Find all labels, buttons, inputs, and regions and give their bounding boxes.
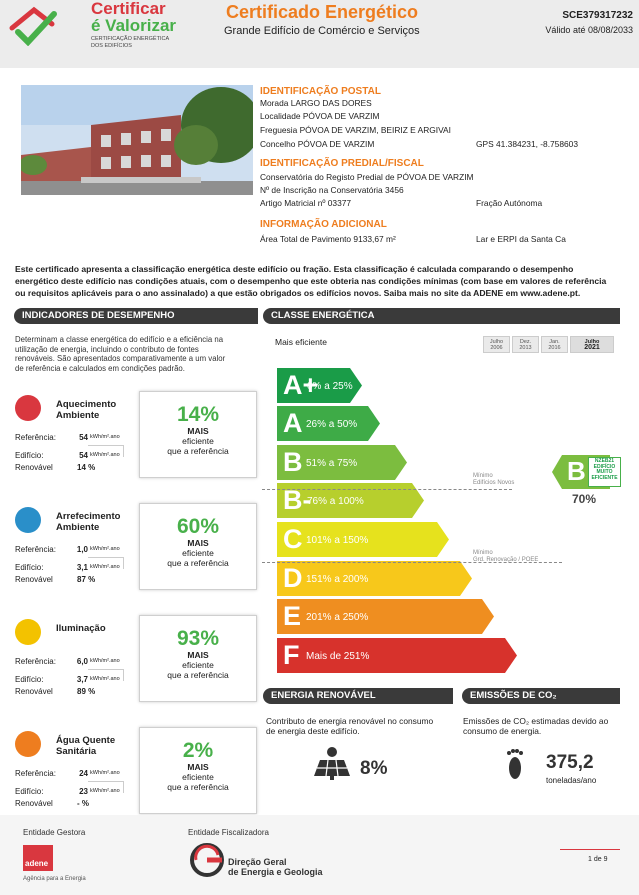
class-letter: C	[283, 524, 303, 554]
concelho: Concelho PÓVOA DE VARZIM	[260, 139, 375, 149]
unit-label: kWh/m².ano	[90, 452, 120, 458]
renov-label: Renovável	[15, 463, 53, 472]
nzeb-text: NZEB	[594, 458, 609, 464]
indicators-desc	[15, 335, 225, 373]
class-letter: A+	[283, 370, 319, 400]
regulation-tab	[541, 336, 568, 353]
mais-eficiente-label: Mais eficiente	[275, 337, 327, 347]
result-letter: B	[567, 456, 586, 486]
doc-subtitle: Grande Edifício de Comércio e Serviços	[224, 25, 420, 37]
renov-value: - %	[77, 799, 89, 808]
unit-label: kWh/m².ano	[90, 788, 120, 794]
nzeb-text: EDIFÍCIO	[593, 463, 616, 470]
indicator-pct-box	[139, 727, 257, 814]
nzeb-year: 21	[608, 458, 615, 464]
nzeb-text: EFICIENTE	[591, 474, 618, 481]
renovavel-value: 8%	[360, 758, 388, 779]
dgeg-line: de Energia e Geologia	[228, 867, 323, 877]
energy-class-arrow	[277, 368, 362, 403]
hot-water-icon	[15, 731, 41, 757]
dgeg-logo-icon	[190, 843, 224, 877]
ref-value: 1,0	[76, 545, 88, 554]
class-range: 51% a 75%	[306, 458, 358, 469]
energy-class-arrow	[277, 638, 517, 673]
gps: GPS 41.384231, -8.758603	[476, 139, 578, 149]
unit-label: kWh/m².ano	[90, 546, 120, 552]
classe-heading: CLASSE ENERGÉTICA	[263, 308, 620, 324]
emissoes-desc	[463, 716, 608, 736]
class-letter: E	[283, 601, 302, 631]
pct-ref: que a referência	[167, 782, 229, 792]
pct-value: 2%	[182, 739, 214, 762]
logo-text-1: Certificar	[91, 0, 166, 18]
renov-value: 87 %	[77, 575, 96, 584]
logo-sub-1: CERTIFICAÇÃO ENERGÉTICA	[91, 36, 170, 42]
pct-eficiente: eficiente	[182, 436, 214, 446]
desc-line: utilização de energia, incluindo o contributo de fontes	[15, 344, 199, 354]
desc-line: de referência e calculados em condições padrão.	[15, 363, 185, 373]
unit-label: kWh/m².ano	[90, 770, 120, 776]
nzeb-text: MUITO	[596, 469, 613, 476]
min-new-note	[473, 473, 514, 487]
intro-text	[15, 263, 606, 299]
header	[0, 0, 639, 68]
tab-line: 2006	[490, 345, 503, 351]
regulation-tab	[570, 336, 614, 353]
desc-line: Contributo de energia renovável no consumo	[266, 716, 434, 726]
dgeg-line: Direção Geral	[228, 857, 287, 867]
bracket	[88, 669, 124, 681]
ref-value: 54	[79, 433, 88, 442]
class-letter: B-	[283, 485, 312, 515]
unit-label: kWh/m².ano	[90, 676, 120, 682]
desc-line: Emissões de CO₂ estimadas devido ao	[463, 716, 609, 726]
page-number: 1 de 9	[588, 856, 608, 863]
class-range: 151% a 200%	[306, 574, 369, 585]
tab-line: Julho	[489, 339, 504, 345]
class-range: 76% a 100%	[307, 496, 364, 507]
energy-class-arrow	[277, 522, 449, 557]
artigo: Artigo Matricial nº 03377	[260, 198, 352, 208]
renov-value: 14 %	[77, 463, 96, 472]
edif-label: Edifício:	[15, 787, 44, 796]
pct-value: 14%	[176, 403, 220, 426]
ref-label: Referência:	[15, 545, 56, 554]
adene-logo-text: adene	[25, 859, 49, 868]
tab-line: Julho	[584, 339, 600, 345]
doc-title: Certificado Energético	[226, 2, 419, 22]
unit-label: kWh/m².ano	[90, 434, 120, 440]
localidade: Localidade PÓVOA DE VARZIM	[260, 111, 380, 121]
nzeb-badge	[588, 457, 621, 487]
energy-class-arrow	[277, 406, 380, 441]
fracao: Fração Autónoma	[476, 198, 543, 208]
logo-text-2: é Valorizar	[91, 16, 177, 35]
pct-mais: MAIS	[187, 538, 209, 548]
desc-line: renováveis. São apresentados comparativamente a um valor	[15, 354, 226, 364]
emissoes-unit: toneladas/ano	[546, 776, 597, 785]
renovavel-desc	[266, 716, 433, 736]
cooling-icon	[15, 507, 41, 533]
footprint-icon	[504, 748, 526, 784]
renov-value: 89 %	[77, 687, 96, 696]
class-letter: F	[283, 640, 300, 670]
logo-sub-2: DOS EDIFÍCIOS	[91, 43, 132, 49]
class-letter: A	[283, 408, 303, 438]
note-line: Mínimo	[473, 550, 493, 556]
ref-label: Referência:	[15, 769, 56, 778]
intro-line: ou requisitos aplicáveis para o ano assinalado) a que estão obrigados os edifícios novos. Saiba mais no site da ADENE em www.adene.pt.	[15, 288, 581, 298]
regulation-tab	[483, 336, 510, 353]
dgeg-name	[228, 857, 323, 877]
indicator-title	[56, 511, 120, 533]
ref-value: 24	[79, 769, 88, 778]
tab-line: 2016	[548, 345, 561, 351]
conservatoria: Conservatória do Registo Predial de PÓVOA DE VARZIM	[260, 172, 474, 182]
desc-line: Determinam a classe energética do edifício e a eficiência na	[15, 335, 224, 344]
edif-label: Edifício:	[15, 563, 44, 572]
edif-value: 23	[79, 787, 88, 796]
indicator-pct-box	[139, 503, 257, 590]
freguesia: Freguesia PÓVOA DE VARZIM, BEIRIZ E ARGIVAI	[260, 125, 451, 135]
postal-heading: IDENTIFICAÇÃO POSTAL	[260, 86, 381, 97]
adene-sub: Agência para a Energia	[23, 876, 86, 882]
title-line: Sanitária	[56, 746, 97, 757]
tab-line: Jan.	[549, 339, 560, 345]
edif-label: Edifício:	[15, 451, 44, 460]
edif-value: 3,1	[76, 563, 88, 572]
emissoes-value: 375,2	[546, 752, 594, 773]
cert-id: SCE379317232	[562, 10, 633, 21]
pct-eficiente: eficiente	[182, 772, 214, 782]
indicator-title	[56, 623, 106, 634]
indicator-pct-box	[139, 391, 257, 478]
footer	[0, 815, 639, 895]
tab-line: 2013	[519, 345, 532, 351]
heating-icon	[15, 395, 41, 421]
ref-label: Referência:	[15, 657, 56, 666]
energy-class-arrow	[277, 445, 407, 480]
note-line: Mínimo	[473, 473, 493, 479]
class-range: 0% a 25%	[307, 381, 353, 392]
renov-label: Renovável	[15, 799, 53, 808]
pct-eficiente: eficiente	[182, 548, 214, 558]
title-line: Arrefecimento	[56, 511, 121, 522]
title-line: Ambiente	[56, 410, 100, 421]
pct-mais: MAIS	[187, 762, 209, 772]
indicator-title	[56, 399, 116, 421]
fiscalizadora-label: Entidade Fiscalizadora	[188, 828, 269, 837]
indicator-title	[56, 735, 115, 757]
logo-house-icon	[8, 6, 60, 46]
renovavel-heading: ENERGIA RENOVÁVEL	[263, 688, 453, 704]
unit-label: kWh/m².ano	[90, 658, 120, 664]
adicional-heading: INFORMAÇÃO ADICIONAL	[260, 219, 387, 230]
pct-mais: MAIS	[187, 426, 209, 436]
gestora-label: Entidade Gestora	[23, 828, 86, 837]
adene-logo	[23, 845, 53, 871]
desc-line: de energia deste edifício.	[266, 726, 360, 736]
energy-class-arrow	[277, 561, 472, 596]
pct-ref: que a referência	[167, 670, 229, 680]
title-line: Ambiente	[56, 522, 100, 533]
edif-value: 3,7	[76, 675, 88, 684]
regulation-tab	[512, 336, 539, 353]
intro-line: Este certificado apresenta a classificação energética deste edifício ou fração. Esta classificação é calculada comparando o desempenho	[15, 264, 574, 274]
class-range: 101% a 150%	[306, 535, 369, 546]
min-renov-note	[473, 550, 538, 564]
inscricao: Nº de Inscrição na Conservatória 3456	[260, 185, 404, 195]
desc-line: consumo de energia.	[463, 726, 542, 736]
page-divider	[560, 849, 620, 850]
building-photo	[21, 85, 253, 195]
ref-value: 6,0	[76, 657, 88, 666]
class-letter: B	[283, 447, 303, 477]
valid-until: Válido até 08/08/2033	[545, 25, 633, 35]
bracket	[88, 445, 124, 457]
edif-value: 54	[79, 451, 88, 460]
emissoes-heading: EMISSÕES DE CO₂	[462, 688, 620, 704]
note-line: Edifícios Novos	[473, 480, 515, 486]
pct-value: 60%	[176, 515, 220, 538]
pct-ref: que a referência	[167, 446, 229, 456]
indicator-pct-box	[139, 615, 257, 702]
title-line: Aquecimento	[56, 399, 117, 410]
pct-ref: que a referência	[167, 558, 229, 568]
indicators-heading: INDICADORES DE DESEMPENHO	[14, 308, 258, 324]
pct-value: 93%	[176, 627, 220, 650]
intro-line: energético deste edifício nas condições atuais, com o desempenho que este obteria nas condições mínimas (com base em valores de referência	[15, 276, 607, 286]
renov-label: Renovável	[15, 575, 53, 584]
class-range: Mais de 251%	[306, 651, 370, 662]
min-new-line	[262, 489, 512, 490]
class-letter: D	[283, 563, 303, 593]
tab-line: Dez.	[519, 339, 532, 345]
morada: Morada LARGO DAS DORES	[260, 98, 372, 108]
area: Área Total de Pavimento 9133,67 m²	[260, 234, 396, 244]
class-range: 26% a 50%	[306, 419, 358, 430]
result-pct: 70%	[572, 492, 597, 506]
bracket	[88, 781, 124, 793]
title-line: Iluminação	[56, 623, 106, 634]
predial-heading: IDENTIFICAÇÃO PREDIAL/FISCAL	[260, 158, 424, 169]
unit-label: kWh/m².ano	[90, 564, 120, 570]
tab-line: 2021	[584, 344, 600, 351]
renov-label: Renovável	[15, 687, 53, 696]
edif-label: Edifício:	[15, 675, 44, 684]
pct-mais: MAIS	[187, 650, 209, 660]
pct-eficiente: eficiente	[182, 660, 214, 670]
lighting-icon	[15, 619, 41, 645]
title-line: Água Quente	[56, 735, 116, 746]
bracket	[88, 557, 124, 569]
building-name: Lar e ERPI da Santa Ca	[476, 234, 566, 244]
solar-panel-icon	[308, 746, 356, 780]
energy-class-arrow	[277, 599, 494, 634]
note-line: Grd. Renovação / POEE	[473, 557, 539, 563]
ref-label: Referência:	[15, 433, 56, 442]
class-range: 201% a 250%	[306, 612, 369, 623]
